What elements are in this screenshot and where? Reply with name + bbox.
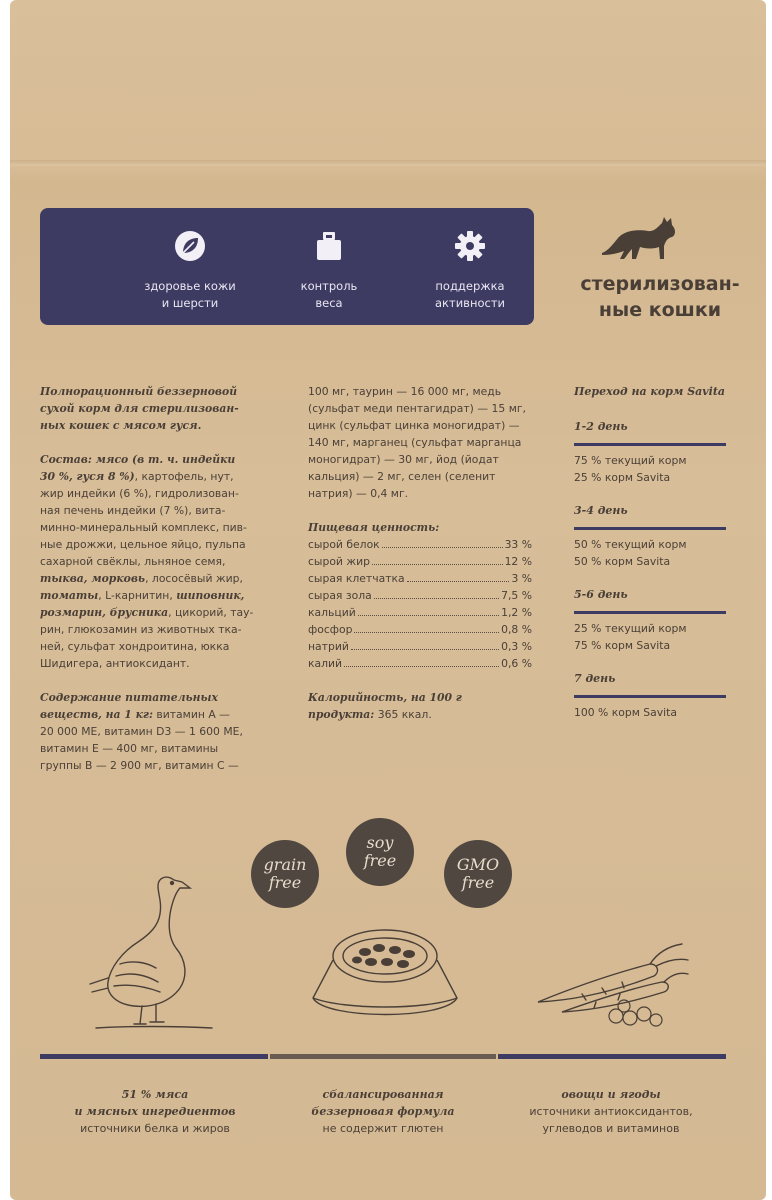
nutrition-table (308, 536, 548, 672)
stage-divider (574, 695, 726, 698)
badge-line: GMO (456, 855, 500, 874)
feature-weight (259, 208, 399, 325)
leader-dots (354, 621, 499, 633)
bottom-meat (40, 1086, 270, 1137)
composition-line: , L-карнитин, (98, 589, 177, 602)
intro-line: сухой корм для стерилизован- (40, 402, 239, 415)
composition-line: рин, глюкозамин из животных тка- (40, 623, 242, 636)
nutrients-line: группы В — 2 900 мг, витамин С — (40, 759, 239, 772)
section-divider (498, 1054, 726, 1059)
stage-line: 50 % текущий корм (574, 538, 687, 551)
badge-line: free (461, 873, 495, 892)
grain-free-badge (251, 840, 319, 908)
weight-icon (313, 230, 345, 262)
goose-illustration (86, 868, 216, 1033)
bottom-title: беззерновая формула (311, 1105, 455, 1118)
intro-line: ных кошек с мясом гуся. (40, 419, 202, 432)
nutrition-row (308, 604, 532, 621)
composition-text (40, 451, 270, 672)
nutrition-row (308, 570, 532, 587)
vitamins-line: моногидрат) — 30 мг, йод (йодат (308, 453, 499, 466)
nutrition-row (308, 621, 532, 638)
vitamins-text (308, 383, 548, 502)
bottom-subtitle: источники белка и жиров (80, 1122, 230, 1135)
nutrition-row (308, 536, 532, 553)
stage-day: 5-6 день (574, 588, 628, 601)
feature-activity (400, 208, 540, 325)
bottom-formula (268, 1086, 498, 1137)
nutrients-line: витамин Е — 400 мг, витамины (40, 742, 219, 755)
stage-day: 3-4 день (574, 504, 628, 517)
leader-dots (407, 570, 510, 582)
soy-free-badge (346, 818, 414, 886)
bottom-title: сбалансированная (322, 1088, 444, 1101)
leaf-icon (174, 230, 206, 262)
badge-line: free (268, 873, 302, 892)
calories-value: 365 ккал. (374, 708, 432, 721)
nutrition-name: сырой белок (308, 538, 380, 551)
nutrition-value: 7,5 % (501, 589, 532, 602)
nutrition-row (308, 638, 532, 655)
leader-dots (344, 655, 499, 667)
vitamins-line: (сульфат меди пентагидрат) — 15 мг, (308, 402, 526, 415)
stage-line: 25 % корм Savita (574, 471, 671, 484)
nutrition-name: сырой жир (308, 555, 370, 568)
leader-dots (372, 553, 503, 565)
cat-icon (600, 213, 682, 263)
composition-line: минно-минеральный комплекс, пив- (40, 521, 247, 534)
gmo-free-badge (444, 840, 512, 908)
stage-line: 75 % текущий корм (574, 454, 687, 467)
stage-line: 100 % корм Savita (574, 706, 677, 719)
transition-column (574, 383, 734, 721)
nutrition-name: сырая клетчатка (308, 572, 405, 585)
vitamins-line: 140 мг, марганец (сульфат марганца (308, 436, 522, 449)
section-divider (40, 1054, 268, 1059)
composition-line: , цикорий, тау- (168, 606, 254, 619)
composition-line: ная печень индейки (7 %), вита- (40, 504, 226, 517)
nutrition-value: 0,3 % (501, 640, 532, 653)
bottom-title: 51 % мяса (121, 1088, 189, 1101)
composition-line: жир индейки (6 %), гидролизован- (40, 487, 239, 500)
vitamins-line: 100 мг, таурин — 16 000 мг, медь (308, 385, 502, 398)
badge-line: grain (263, 855, 307, 874)
nutrients-line: витамин А — (152, 708, 230, 721)
composition-bold: томаты (40, 589, 99, 602)
badge-line: soy (366, 833, 394, 852)
composition-bold: розмарин, брусника (40, 606, 169, 619)
composition-bold: шиповник, (176, 589, 245, 602)
nutrition-value: 12 % (504, 555, 532, 568)
bottom-subtitle: не содержит глютен (322, 1122, 444, 1135)
feature-label-2: и шерсти (161, 296, 219, 310)
nutrition-value: 3 % (511, 572, 532, 585)
nutrition-name: фосфор (308, 623, 353, 636)
carrot-berries-illustration (532, 938, 692, 1030)
composition-line: ней, сульфат хондроитина, юкка (40, 640, 230, 653)
bottom-subtitle: источники антиоксидантов, (529, 1105, 693, 1118)
gear-icon (454, 230, 486, 262)
stage-day: 7 день (574, 672, 616, 685)
nutrients-line: 20 000 МЕ, витамин D3 — 1 600 МЕ, (40, 725, 243, 738)
zip-seal (10, 160, 766, 166)
badge-line: free (363, 851, 397, 870)
feature-skin (120, 208, 260, 325)
nutrition-heading: Пищевая ценность: (308, 521, 440, 534)
section-divider (270, 1054, 496, 1059)
nutrients-text (40, 689, 270, 774)
stage-divider (574, 443, 726, 446)
nutrition-value: 0,8 % (501, 623, 532, 636)
middle-column (308, 383, 548, 723)
food-bowl-illustration (305, 920, 465, 1030)
intro-text (40, 383, 270, 434)
feature-label-2: веса (315, 296, 343, 310)
vitamins-line: кальция) — 2 мг, селен (селенит (308, 470, 496, 483)
composition-line: сахарной свёклы, льняное семя, (40, 555, 226, 568)
stage-day: 1-2 день (574, 420, 628, 433)
composition-bold: 30 %, гуся 8 %) (40, 470, 135, 483)
nutrition-value: 33 % (504, 538, 532, 551)
nutrition-name: калий (308, 657, 343, 670)
nutrients-heading: веществ, на 1 кг: (40, 708, 153, 721)
leader-dots (374, 587, 499, 599)
stage-line: 25 % текущий корм (574, 622, 687, 635)
nutrition-name: кальций (308, 606, 356, 619)
stage-divider (574, 611, 726, 614)
leader-dots (382, 536, 503, 548)
bottom-title: и мясных ингредиентов (74, 1105, 236, 1118)
composition-line: Шидигера, антиоксидант. (40, 657, 190, 670)
composition-heading: Состав: мясо (в т. ч. индейки (40, 453, 236, 466)
stage-line: 50 % корм Savita (574, 555, 671, 568)
vitamins-line: натрия) — 0,4 мг. (308, 487, 409, 500)
left-column (40, 383, 270, 774)
bottom-title: овощи и ягоды (561, 1088, 661, 1101)
intro-line: Полнорационный беззерновой (40, 385, 238, 398)
stage-line: 75 % корм Savita (574, 639, 671, 652)
feature-label-2: активности (435, 296, 505, 310)
feature-label-1: здоровье кожи (144, 279, 236, 293)
nutrition-row (308, 587, 532, 604)
nutrients-heading: Содержание питательных (40, 691, 218, 704)
composition-line: ные дрожжи, цельное яйцо, пульпа (40, 538, 246, 551)
bottom-vegetables (496, 1086, 726, 1137)
nutrition-name: натрий (308, 640, 349, 653)
feature-label-1: контроль (300, 279, 358, 293)
nutrition-name: сырая зола (308, 589, 372, 602)
composition-line: , лососёвый жир, (145, 572, 243, 585)
vitamins-line: цинк (сульфат цинка моногидрат) — (308, 419, 520, 432)
nutrition-value: 0,6 % (501, 657, 532, 670)
bottom-subtitle: углеводов и витаминов (542, 1122, 680, 1135)
target-block (560, 205, 760, 335)
feature-label-1: поддержка (435, 279, 505, 293)
transition-heading: Переход на корм Savita (574, 385, 726, 398)
calories-heading: продукта: (308, 708, 375, 721)
target-title-2: ные кошки (598, 299, 722, 321)
leader-dots (351, 638, 499, 650)
nutrition-row (308, 655, 532, 672)
composition-bold: тыква, морковь (40, 572, 146, 585)
stage-divider (574, 527, 726, 530)
nutrition-row (308, 553, 532, 570)
calories-heading: Калорийность, на 100 г (308, 691, 462, 704)
target-title-1: стерилизован- (580, 273, 740, 295)
nutrition-value: 1,2 % (501, 606, 532, 619)
features-band (40, 208, 534, 325)
leader-dots (358, 604, 499, 616)
composition-line: , картофель, нут, (134, 470, 234, 483)
